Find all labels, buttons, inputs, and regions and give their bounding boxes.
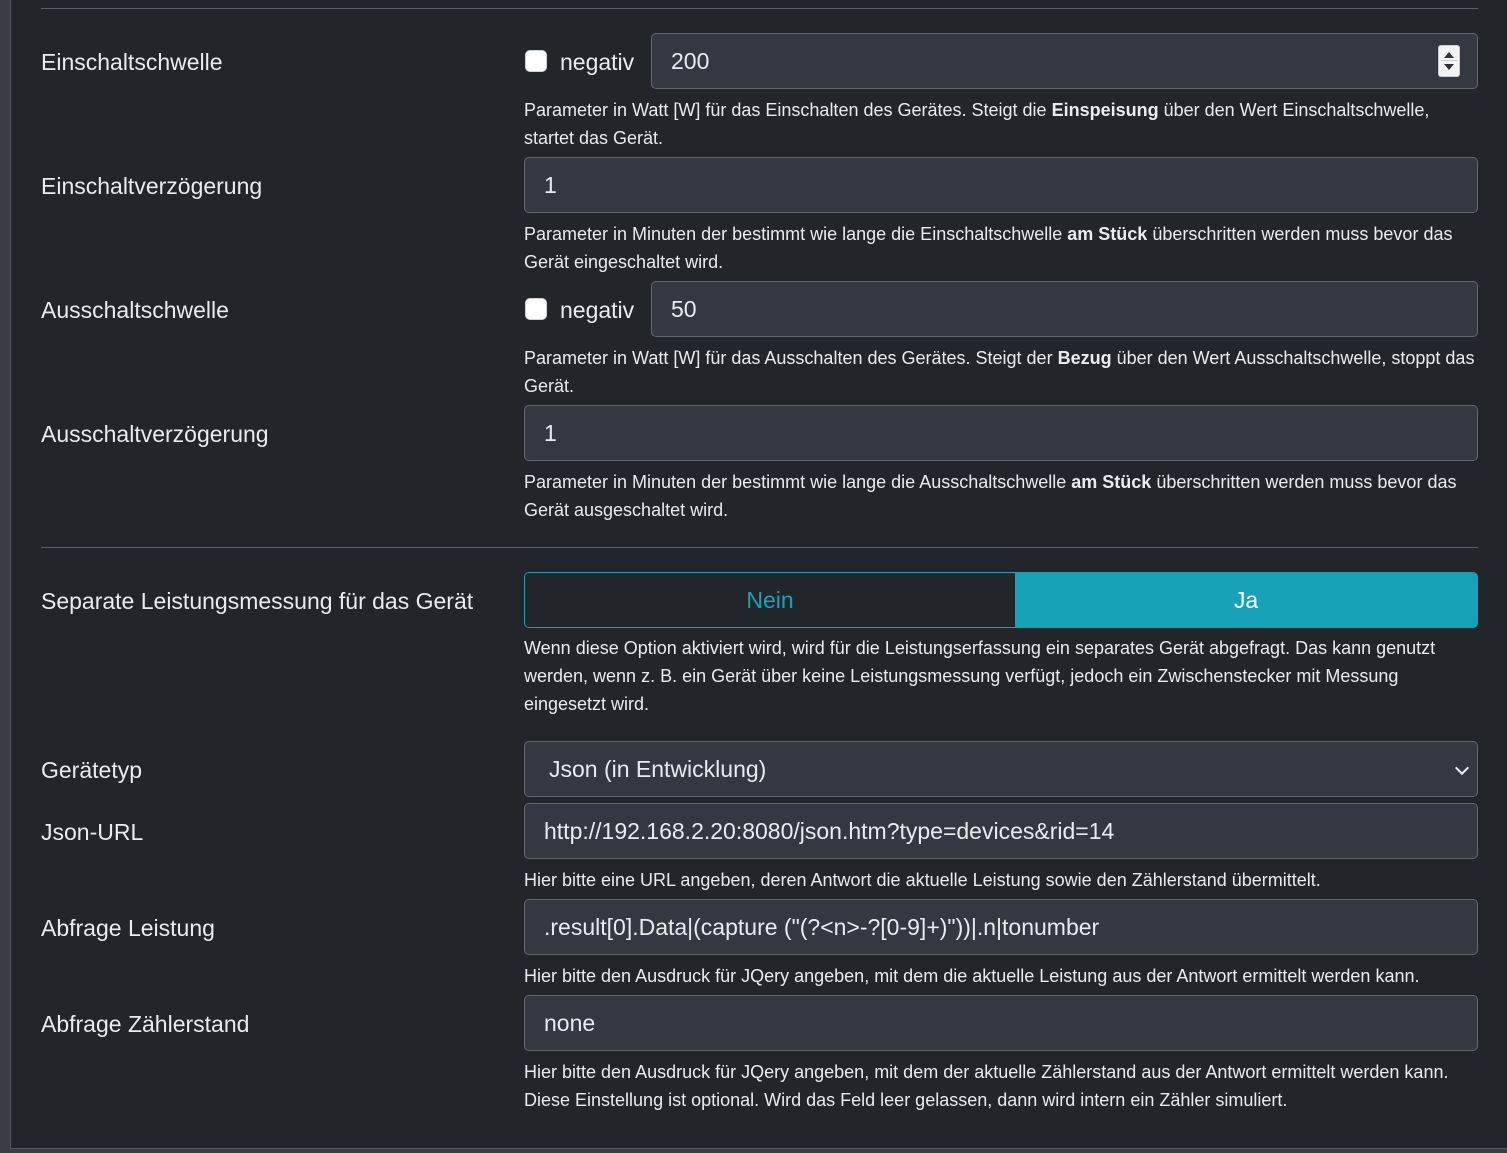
separate-messung-toggle [524, 572, 1478, 628]
abfrage-leistung-label: Abfrage Leistung [41, 915, 215, 941]
ausschaltverzoegerung-input[interactable]: 1 [524, 405, 1478, 461]
einschaltschwelle-help: Parameter in Watt [W] für das Einschalten des Gerätes. Steigt die Einspeisung über den Wert Einschaltschwelle, startet das Gerät. [524, 100, 1430, 148]
einschaltverzoegerung-label: Einschaltverzögerung [41, 173, 263, 199]
abfrage-zaehlerstand-input[interactable]: none [524, 995, 1478, 1051]
ausschaltschwelle-label: Ausschaltschwelle [41, 297, 229, 323]
separate-messung-help: Wenn diese Option aktiviert wird, wird für die Leistungserfassung ein separates Gerät abgefragt. Das kann genutzt werden, wenn z. B. ein Gerät über keine Leistungsmessung verfügt, jedoch ein Zwischenstecker mit Messung eingesetzt wird. [524, 638, 1436, 714]
abfrage-leistung-help: Hier bitte den Ausdruck für JQery angeben, mit dem die aktuelle Leistung aus der Antwort ermittelt werden kann. [524, 966, 1420, 986]
abfrage-zaehlerstand-label: Abfrage Zählerstand [41, 1011, 250, 1037]
divider-top [41, 8, 1478, 9]
einschaltverzoegerung-input[interactable]: 1 [524, 157, 1478, 213]
abfrage-leistung-input[interactable]: .result[0].Data|(capture ("(?<n>-?[0-9]+)"))|.n|tonumber [524, 899, 1478, 955]
divider-middle [41, 547, 1478, 548]
json-url-help: Hier bitte eine URL angeben, deren Antwort die aktuelle Leistung sowie den Zählerstand übermittelt. [524, 870, 1321, 890]
json-url-label: Json-URL [41, 819, 144, 845]
ausschaltschwelle-input[interactable]: 50 [651, 281, 1478, 337]
ausschaltschwelle-help: Parameter in Watt [W] für das Ausschalten des Gerätes. Steigt der Bezug über den Wert Ausschaltschwelle, stoppt das Gerät. [524, 348, 1475, 396]
nein-button[interactable]: Nein [525, 573, 1015, 627]
settings-panel [10, 0, 1507, 1149]
spinner-down-icon[interactable] [1444, 64, 1454, 70]
chevron-down-icon [1455, 761, 1469, 775]
geraetetyp-select[interactable] [524, 741, 1478, 797]
einschaltschwelle-negativ-label: negativ [560, 49, 635, 75]
abfrage-zaehlerstand-help: Hier bitte den Ausdruck für JQery angeben, mit dem der aktuelle Zählerstand aus der Antwort ermittelt werden kann. Diese Einstellung ist optional. Wird das Feld leer gelassen, dann wird intern ein Zähler simuliert. [524, 1062, 1449, 1110]
geraetetyp-selected: Json (in Entwicklung) [549, 756, 767, 782]
ausschaltverzoegerung-help: Parameter in Minuten der bestimmt wie lange die Ausschaltschwelle am Stück überschritten werden muss bevor das Gerät ausgeschaltet wird. [524, 472, 1457, 520]
json-url-input[interactable]: http://192.168.2.20:8080/json.htm?type=devices&rid=14 [524, 803, 1478, 859]
spinner-up-icon[interactable] [1444, 52, 1454, 58]
geraetetyp-label: Gerätetyp [41, 757, 142, 783]
einschaltschwelle-negativ-checkbox[interactable] [525, 50, 547, 72]
ausschaltschwelle-negativ-label: negativ [560, 297, 635, 323]
number-spinner-icon[interactable] [1438, 45, 1460, 77]
separate-messung-label: Separate Leistungsmessung für das Gerät [41, 588, 474, 614]
einschaltschwelle-label: Einschaltschwelle [41, 49, 223, 75]
ja-button[interactable]: Ja [1015, 573, 1477, 627]
ausschaltschwelle-negativ-checkbox[interactable] [525, 298, 547, 320]
einschaltverzoegerung-help: Parameter in Minuten der bestimmt wie lange die Einschaltschwelle am Stück überschritten werden muss bevor das Gerät eingeschaltet wird. [524, 224, 1453, 272]
einschaltschwelle-value: 200 [671, 48, 710, 74]
ausschaltverzoegerung-label: Ausschaltverzögerung [41, 421, 269, 447]
einschaltschwelle-input[interactable] [651, 33, 1478, 89]
